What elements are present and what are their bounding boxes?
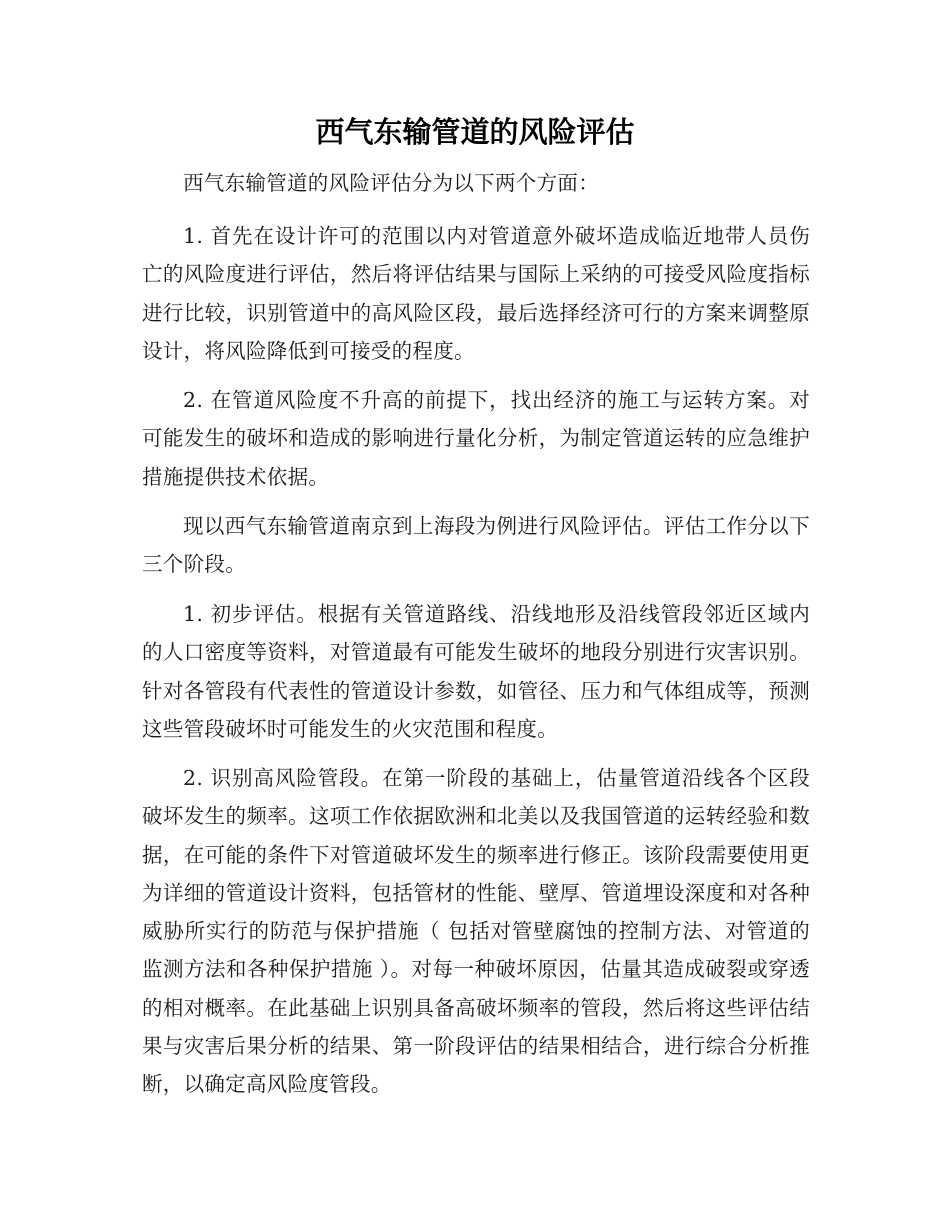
- document-title: 西气东输管道的风险评估: [315, 115, 635, 149]
- stage-1-paragraph: 1. 初步评估。根据有关管道路线、沿线地形及沿线管段邻近区域内的人口密度等资料，对管道最有可能发生破坏的地段分别进行灾害识别。针对各管段有代表性的管道设计参数，如管径、压力和气体组成等，预测这些管段破坏时可能发生的火灾范围和程度。: [142, 602, 810, 741]
- aspect-1-paragraph: 1. 首先在设计许可的范围以内对管道意外破坏造成临近地带人员伤亡的风险度进行评估，然后将评估结果与国际上采纳的可接受风险度指标进行比较，识别管道中的高风险区段，最后选择经济可行的方案来调整原设计，将风险降低到可接受的程度。: [142, 224, 810, 363]
- case-intro-paragraph: 现以西气东输管道南京到上海段为例进行风险评估。评估工作分以下三个阶段。: [142, 514, 810, 577]
- intro-paragraph: 西气东输管道的风险评估分为以下两个方面：: [183, 171, 599, 195]
- stage-2-paragraph: 2. 识别高风险管段。在第一阶段的基础上，估量管道沿线各个区段破坏发生的频率。这项工作依据欧洲和北美以及我国管道的运转经验和数据，在可能的条件下对管道破坏发生的频率进行修正。该阶段需要使用更为详细的管道设计资料，包括管材的性能、壁厚、管道埋设深度和对各种威胁所实行的防范与保护措施（ 包括对管壁腐蚀的控制方法、对管道的监测方法和各种保护措施 ）。对每一种破坏原因，估量其造成破裂或穿透的相对概率。在此基础上识别具备高破坏频率的管段，然后将这些评估结果与灾害后果分析的结果、第一阶段评估的结果相结合，进行综合分析推断，以确定高风险度管段。: [142, 766, 810, 1097]
- aspect-2-paragraph: 2. 在管道风险度不升高的前提下，找出经济的施工与运转方案。对可能发生的破坏和造成的影响进行量化分析，为制定管道运转的应急维护措施提供技术依据。: [142, 388, 810, 489]
